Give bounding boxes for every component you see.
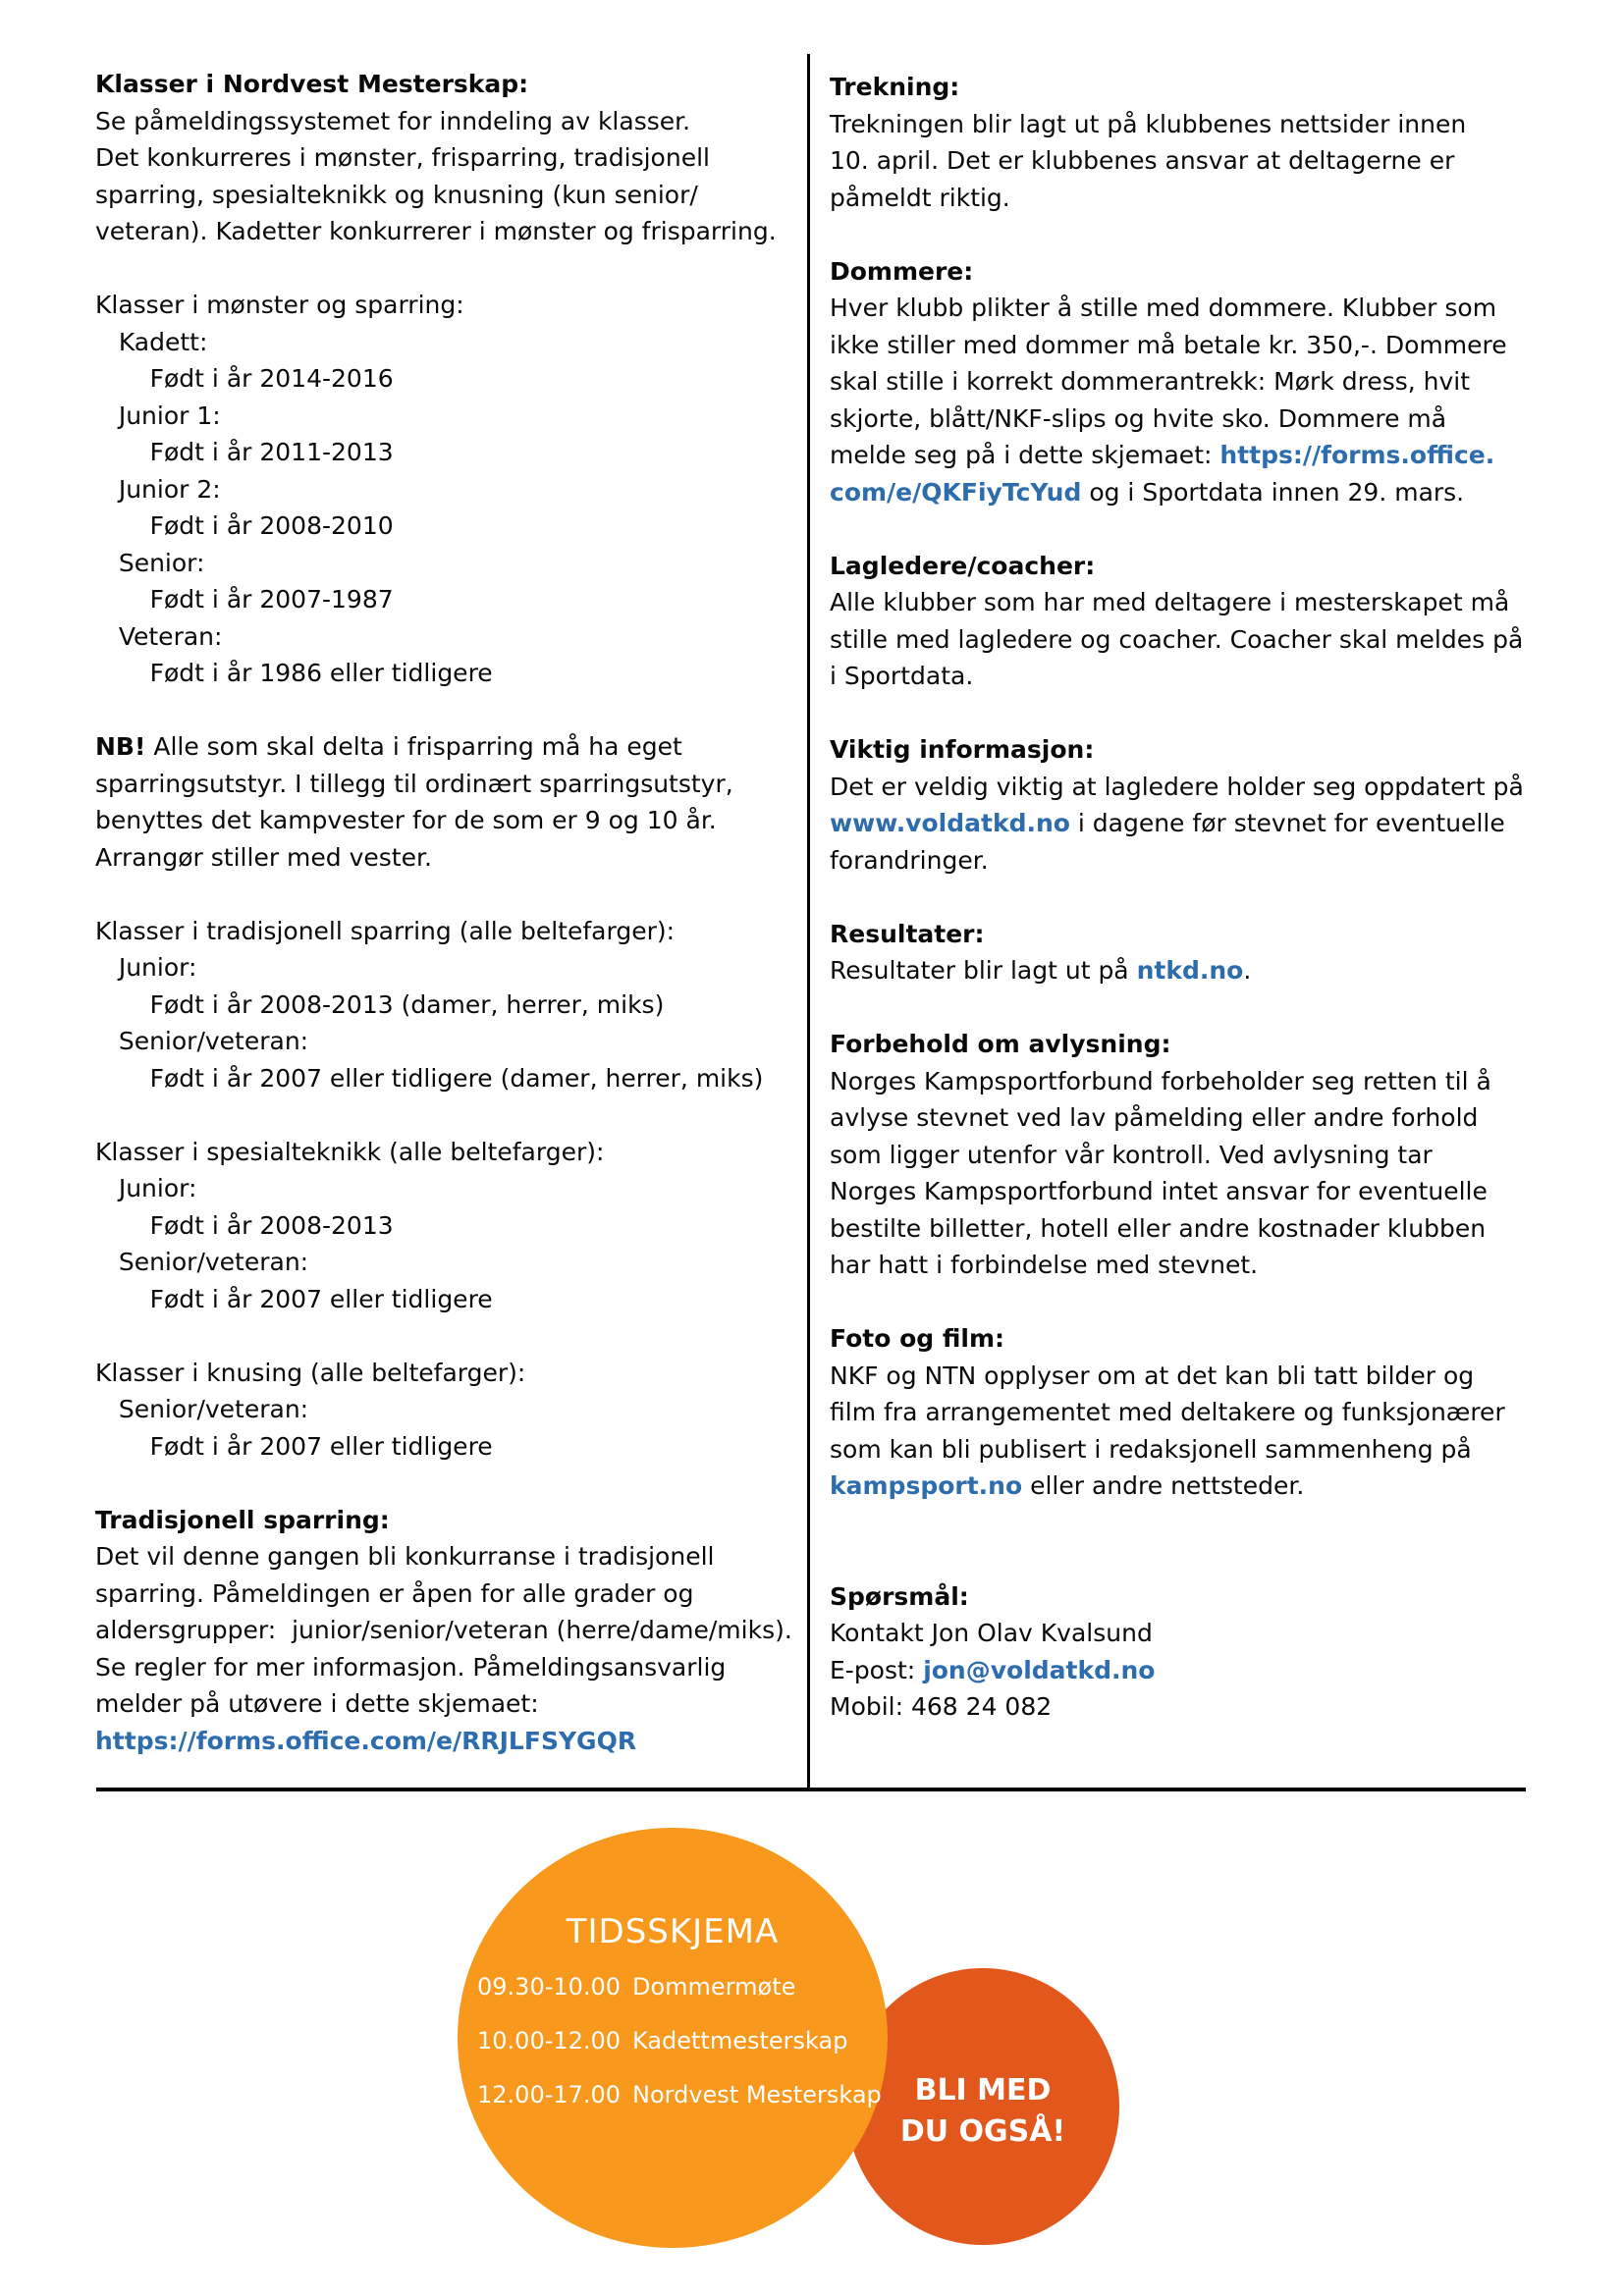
text-run: Se påmeldingssystemet for inndeling av klasser.: [95, 106, 691, 135]
column-divider: [807, 54, 810, 1789]
text-run: Alle som skal delta i frisparring må ha eget: [145, 732, 682, 761]
link[interactable]: https://forms.office.: [1219, 441, 1495, 469]
text-line: [830, 1173, 1524, 1210]
text-run: Junior 1:: [95, 400, 221, 430]
text-line: [830, 69, 1524, 106]
text-line: [830, 1541, 1524, 1578]
text-line: [95, 1170, 792, 1207]
text-line: [95, 728, 792, 766]
text-line: [95, 1723, 792, 1760]
text-run: veteran). Kadetter konkurrerer i mønster og frisparring.: [95, 217, 777, 245]
text-run: sparring. Påmeldingen er åpen for alle grader og: [95, 1578, 694, 1608]
text-line: [830, 1210, 1524, 1248]
text-line: [95, 103, 792, 140]
cta-circle: [846, 1968, 1119, 2245]
text-line: [95, 360, 792, 398]
schedule-time: 12.00-17.00: [477, 2081, 622, 2109]
text-run: avlyse stevnet ved lav påmelding eller andre forhold: [830, 1103, 1479, 1132]
bold-heading-text: Forbehold om avlysning:: [830, 1030, 1171, 1058]
text-line: [830, 695, 1524, 732]
text-run: i dagene før stevnet for eventuelle: [1069, 809, 1505, 837]
schedule-rows: [477, 1973, 882, 2135]
bold-heading-text: Dommere:: [830, 256, 974, 286]
text-line: [95, 692, 792, 729]
text-run: Norges Kampsportforbund intet ansvar for eventuelle: [830, 1177, 1488, 1205]
text-line: [95, 1502, 792, 1539]
link[interactable]: ntkd.no: [1136, 956, 1244, 985]
text-line: [830, 1652, 1524, 1689]
text-run: skal stille i korrekt dommerantrekk: Mørk dress, hvit: [830, 367, 1471, 396]
text-line: [95, 507, 792, 545]
text-line: [830, 731, 1524, 769]
text-run: Kadett:: [95, 327, 208, 356]
text-run: ikke stiller med dommer må betale kr. 350,-. Dommere: [830, 330, 1507, 359]
text-line: [830, 621, 1524, 659]
schedule-label: Kadettmesterskap: [632, 2027, 848, 2055]
text-line: [95, 1538, 792, 1575]
text-line: [830, 363, 1524, 400]
text-run: Født i år 2011-2013: [95, 438, 394, 466]
text-line: [95, 766, 792, 803]
link[interactable]: https://forms.office.com/e/RRJLFSYGQR: [95, 1726, 637, 1755]
text-run: sparring, spesialteknikk og knusning (kun senior/: [95, 180, 698, 209]
text-line: [830, 1688, 1524, 1726]
text-line: [95, 949, 792, 987]
text-line: [95, 66, 792, 103]
text-line: [830, 1394, 1524, 1431]
text-line: [830, 327, 1524, 364]
text-run: Mobil: 468 24 082: [830, 1692, 1053, 1721]
text-line: [830, 437, 1524, 474]
text-run: Det er veldig viktig at lagledere holder seg oppdatert på: [830, 772, 1524, 801]
text-line: [95, 839, 792, 877]
bold-heading-text: Tradisjonell sparring:: [95, 1505, 390, 1534]
text-run: film fra arrangementet med deltakere og funksjonærer: [830, 1398, 1505, 1426]
text-line: [95, 1465, 792, 1502]
text-line: [830, 548, 1524, 585]
text-line: [830, 106, 1524, 143]
text-line: [830, 658, 1524, 695]
schedule-row: [477, 2027, 882, 2081]
text-line: [830, 1468, 1524, 1505]
text-line: [95, 1685, 792, 1723]
text-line: [830, 180, 1524, 217]
text-line: [95, 1575, 792, 1613]
schedule-row: [477, 1973, 882, 2027]
text-run: Klasser i mønster og sparring:: [95, 291, 464, 319]
text-line: [95, 1281, 792, 1318]
bottom-rule: [96, 1788, 1526, 1791]
text-line: [830, 879, 1524, 916]
text-line: [95, 434, 792, 471]
text-line: [95, 581, 792, 618]
text-line: [830, 253, 1524, 291]
text-line: [95, 1649, 792, 1686]
text-line: [830, 989, 1524, 1027]
text-line: [830, 1026, 1524, 1063]
text-line: [830, 584, 1524, 621]
text-line: [95, 1134, 792, 1171]
bold-heading-text: NB!: [95, 732, 146, 761]
text-run: Veteran:: [95, 621, 223, 651]
text-run: stille med lagledere og coacher. Coacher skal meldes på: [830, 624, 1524, 654]
text-run: Født i år 1986 eller tidligere: [95, 659, 493, 687]
bold-heading-text: Trekning:: [830, 73, 960, 101]
text-line: [830, 1099, 1524, 1137]
text-run: benyttes det kampvester for de som er 9 og 10 år.: [95, 806, 717, 834]
left-column: [95, 66, 792, 1759]
text-line: [830, 1615, 1524, 1652]
text-line: [95, 876, 792, 913]
text-run: og i Sportdata innen 29. mars.: [1081, 477, 1465, 507]
text-run: Senior:: [95, 548, 205, 577]
text-run: Resultater blir lagt ut på: [830, 956, 1137, 985]
schedule-row: [477, 2081, 882, 2135]
text-line: [830, 769, 1524, 806]
text-line: [95, 545, 792, 582]
text-line: [95, 618, 792, 656]
text-line: [830, 1063, 1524, 1100]
text-line: [830, 142, 1524, 180]
text-line: [830, 216, 1524, 253]
text-run: som ligger utenfor vår kontroll. Ved avlysning tar: [830, 1140, 1433, 1169]
text-line: [830, 1358, 1524, 1395]
text-line: [95, 398, 792, 435]
text-line: [95, 1317, 792, 1355]
text-line: [95, 913, 792, 950]
text-line: [830, 510, 1524, 548]
text-line: [95, 324, 792, 361]
cta-line-2: DU OGSÅ!: [899, 2114, 1066, 2149]
text-run: Senior/veteran:: [95, 1395, 309, 1423]
text-line: [830, 1284, 1524, 1321]
text-run: Det vil denne gangen bli konkurranse i tradisjonell: [95, 1542, 715, 1571]
text-line: [95, 177, 792, 214]
text-run: Født i år 2007 eller tidligere: [95, 1284, 493, 1313]
text-line: [95, 213, 792, 250]
text-run: Trekningen blir lagt ut på klubbenes nettsider innen: [830, 109, 1467, 138]
schedule-time: 09.30-10.00: [477, 1973, 622, 2001]
text-run: sparringsutstyr. I tillegg til ordinært sparringsutstyr,: [95, 769, 733, 798]
text-run: Født i år 2014-2016: [95, 364, 394, 393]
text-run: Se regler for mer informasjon. Påmeldingsansvarlig: [95, 1652, 727, 1682]
text-line: [830, 1320, 1524, 1358]
text-run: Født i år 2007-1987: [95, 585, 394, 614]
text-line: [95, 1612, 792, 1649]
text-line: [830, 952, 1524, 989]
text-line: [830, 842, 1524, 880]
text-line: [830, 916, 1524, 953]
text-line: [830, 1578, 1524, 1616]
text-line: [95, 802, 792, 839]
text-line: [95, 139, 792, 177]
text-run: eller andre nettsteder.: [1022, 1471, 1305, 1500]
link[interactable]: www.voldatkd.no: [830, 809, 1070, 837]
text-run: Født i år 2007 eller tidligere (damer, herrer, miks): [95, 1063, 764, 1093]
text-run: påmeldt riktig.: [830, 183, 1010, 212]
text-run: som kan bli publisert i redaksjonell sammenheng på: [830, 1434, 1472, 1464]
schedule-time: 10.00-12.00: [477, 2027, 622, 2055]
bold-heading-text: Foto og film:: [830, 1324, 1004, 1353]
text-run: Det konkurreres i mønster, frisparring, tradisjonell: [95, 143, 710, 172]
text-run: Hver klubb plikter å stille med dommere. Klubber som: [830, 294, 1497, 322]
schedule-label: Nordvest Mesterskap: [632, 2081, 882, 2109]
text-line: [95, 1023, 792, 1060]
schedule-label: Dommermøte: [632, 1973, 796, 2001]
text-run: Kontakt Jon Olav Kvalsund: [830, 1619, 1153, 1647]
text-run: E-post:: [830, 1655, 924, 1684]
cta-line-1: BLI MED: [914, 2073, 1052, 2108]
text-line: [830, 805, 1524, 842]
text-line: [95, 655, 792, 692]
bold-heading-text: Resultater:: [830, 919, 985, 948]
text-line: [95, 1428, 792, 1466]
text-run: Junior:: [95, 953, 197, 982]
text-run: Født i år 2007 eller tidligere: [95, 1431, 493, 1461]
text-run: forandringer.: [830, 845, 989, 875]
text-run: har hatt i forbindelse med stevnet.: [830, 1251, 1259, 1279]
text-run: Klasser i tradisjonell sparring (alle beltefarger):: [95, 916, 676, 945]
text-run: Klasser i knusing (alle beltefarger):: [95, 1358, 526, 1387]
text-line: [95, 471, 792, 508]
bold-heading-text: Viktig informasjon:: [830, 735, 1095, 764]
text-run: aldersgrupper: junior/senior/veteran (herre/dame/miks).: [95, 1616, 792, 1644]
text-run: Født i år 2008-2013 (damer, herrer, miks): [95, 989, 665, 1019]
text-run: .: [1243, 956, 1252, 985]
link[interactable]: kampsport.no: [830, 1471, 1023, 1500]
text-line: [95, 1207, 792, 1245]
text-run: melde seg på i dette skjemaet:: [830, 441, 1220, 469]
link[interactable]: com/e/QKFiyTcYud: [830, 477, 1082, 507]
text-run: Klasser i spesialteknikk (alle beltefarger):: [95, 1137, 605, 1166]
text-run: Født i år 2008-2013: [95, 1210, 394, 1240]
text-line: [830, 1137, 1524, 1174]
bold-heading-text: Lagledere/coacher:: [830, 551, 1096, 580]
text-run: skjorte, blått/NKF-slips og hvite sko. Dommere må: [830, 403, 1447, 433]
schedule-title: TIDSSKJEMA: [566, 1912, 780, 1951]
text-run: Senior/veteran:: [95, 1027, 309, 1055]
text-run: 10. april. Det er klubbenes ansvar at deltagerne er: [830, 146, 1455, 175]
text-line: [95, 1060, 792, 1097]
text-run: Født i år 2008-2010: [95, 511, 394, 540]
text-run: bestilte billetter, hotell eller andre kostnader klubben: [830, 1213, 1487, 1243]
text-line: [95, 250, 792, 288]
text-run: i Sportdata.: [830, 662, 974, 690]
text-run: Senior/veteran:: [95, 1248, 309, 1276]
text-line: [95, 1096, 792, 1134]
text-run: NKF og NTN opplyser om at det kan bli tatt bilder og: [830, 1361, 1475, 1390]
right-column: [830, 69, 1524, 1726]
bold-heading-text: Klasser i Nordvest Mesterskap:: [95, 70, 529, 98]
text-line: [830, 1247, 1524, 1284]
text-line: [95, 1391, 792, 1428]
text-run: melder på utøvere i dette skjemaet:: [95, 1689, 539, 1718]
text-line: [95, 1244, 792, 1281]
text-line: [95, 1355, 792, 1392]
text-line: [95, 287, 792, 324]
text-line: [830, 290, 1524, 327]
text-run: Junior 2:: [95, 474, 221, 504]
text-line: [830, 1431, 1524, 1468]
text-line: [830, 1505, 1524, 1542]
text-run: Arrangør stiller med vester.: [95, 842, 432, 872]
text-run: Norges Kampsportforbund forbeholder seg retten til å: [830, 1066, 1491, 1095]
text-line: [830, 400, 1524, 438]
schedule-circle: [458, 1828, 888, 2248]
bold-heading-text: Spørsmål:: [830, 1581, 969, 1611]
text-run: Junior:: [95, 1174, 197, 1202]
link[interactable]: jon@voldatkd.no: [923, 1655, 1156, 1684]
text-run: Alle klubber som har med deltagere i mesterskapet må: [830, 588, 1510, 616]
text-line: [830, 474, 1524, 511]
text-line: [95, 987, 792, 1024]
